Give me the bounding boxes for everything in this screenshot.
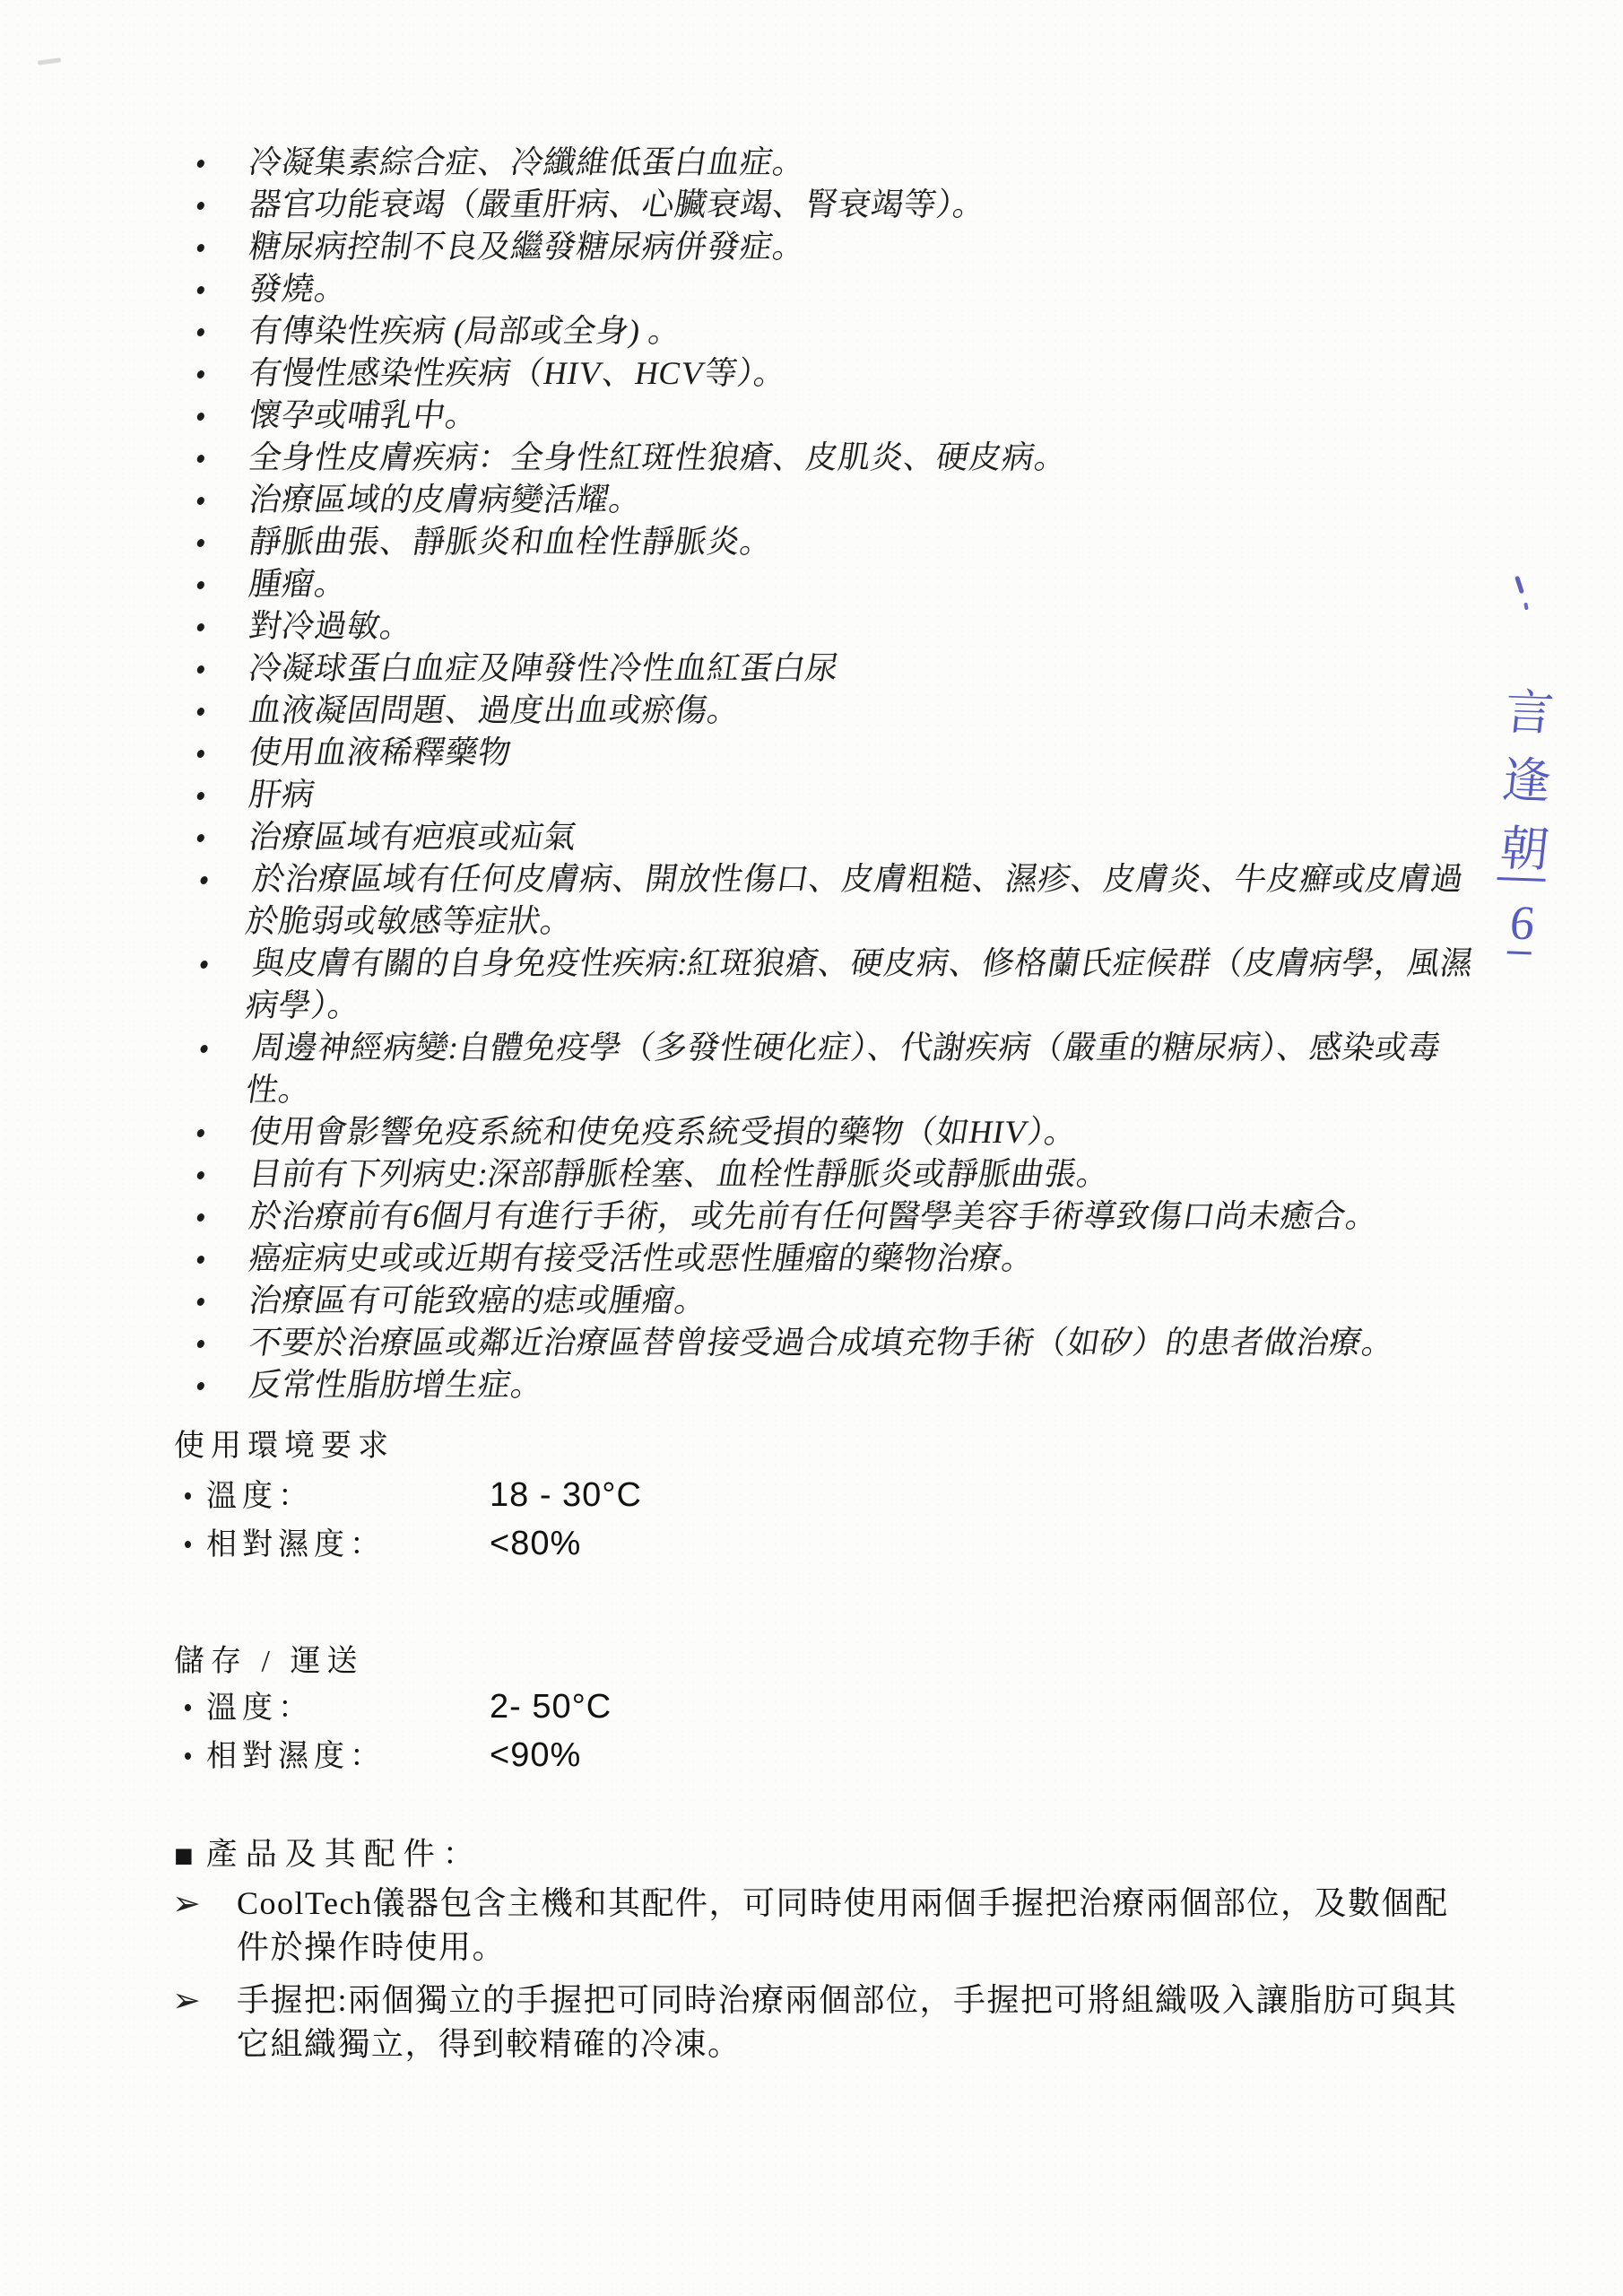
contraindication-item-text: 癌症病史或或近期有接受活性或惡性腫瘤的藥物治療。	[246, 1240, 1038, 1276]
contraindication-item	[188, 605, 1477, 648]
contraindication-item-text: 治療區域的皮膚病變活耀。	[246, 482, 646, 517]
contraindication-item	[188, 479, 1477, 521]
contraindication-item	[188, 563, 1477, 605]
bullet-dot-icon	[196, 286, 204, 294]
bullet-dot-icon	[196, 1382, 204, 1390]
contraindication-item	[188, 226, 1477, 268]
bullet-dot-icon	[196, 160, 204, 168]
product-item	[172, 1882, 1474, 1970]
spec-row	[174, 1478, 981, 1516]
spec-value: <90%	[490, 1736, 582, 1774]
contraindication-item	[188, 1111, 1477, 1153]
contraindication-item	[188, 690, 1477, 732]
bullet-dot-icon	[196, 539, 204, 547]
handwritten-character: 朝	[1497, 822, 1551, 882]
contraindication-item-text: 全身性皮膚疾病：全身性紅斑性狼瘡、皮肌炎、硬皮病。	[246, 439, 1071, 475]
contraindication-item	[188, 521, 1477, 563]
environment-heading: 使用環境要求	[174, 1430, 395, 1463]
contraindication-item	[188, 816, 1477, 858]
bullet-dot-icon	[185, 1752, 191, 1760]
spec-label: 相對濕度：	[206, 1740, 386, 1773]
contraindication-item	[186, 858, 1481, 943]
contraindication-item-text: 周邊神經病變:自體免疫學（多發性硬化症）、代謝疾病（嚴重的糖尿病）、感染或毒性。	[243, 1030, 1444, 1108]
contraindication-item-text: 於治療區域有任何皮膚病、開放性傷口、皮膚粗糙、濕疹、皮膚炎、牛皮癬或皮膚過於脆弱或敏感等症狀。	[243, 861, 1467, 939]
contraindication-item	[188, 1322, 1477, 1364]
pen-tick-mark	[1515, 576, 1524, 595]
spec-value: <80%	[490, 1525, 582, 1562]
bullet-dot-icon	[196, 792, 204, 800]
bullet-dot-icon	[196, 1298, 204, 1306]
bullet-dot-icon	[196, 497, 204, 505]
contraindication-item-text: 使用會影響免疫系統和使免疫系統受損的藥物（如HIV）。	[246, 1114, 1081, 1150]
contraindication-item	[188, 352, 1477, 395]
contraindication-item-text: 有傳染性疾病 (局部或全身) 。	[246, 313, 685, 349]
bullet-dot-icon	[196, 750, 204, 758]
contraindication-item-text: 冷凝集素綜合症、冷纖維低蛋白血症。	[246, 144, 809, 180]
product-accessories-heading	[174, 1835, 482, 1875]
contraindication-item-text: 有慢性感染性疾病（HIV、HCV等）。	[246, 355, 790, 391]
bullet-dot-icon	[196, 328, 204, 336]
bullet-dot-icon	[200, 876, 208, 884]
contraindication-item-text: 靜脈曲張、靜脈炎和血栓性靜脈炎。	[246, 524, 777, 560]
bullet-dot-icon	[196, 244, 204, 252]
bullet-dot-icon	[185, 1492, 191, 1500]
bullet-dot-icon	[196, 202, 204, 210]
pen-tick-dot	[1523, 603, 1528, 611]
contraindication-item-text: 糖尿病控制不良及繼發糖尿病併發症。	[246, 229, 809, 265]
spec-row	[174, 1738, 981, 1776]
contraindication-item-text: 使用血液稀釋藥物	[246, 735, 515, 770]
contraindication-item-text: 肝病	[246, 777, 318, 813]
contraindication-item-text: 治療區域有疤痕或疝氣	[246, 819, 580, 855]
contraindication-item-text: 於治療前有6個月有進行手術，或先前有任何醫學美容手術導致傷口尚未癒合。	[246, 1198, 1382, 1234]
contraindication-item	[188, 437, 1477, 479]
contraindication-item-text: 不要於治療區或鄰近治療區替曾接受過合成填充物手術（如矽）的患者做治療。	[246, 1325, 1398, 1361]
bullet-dot-icon	[196, 623, 204, 631]
handwritten-character: 逢	[1499, 753, 1554, 809]
product-description-list	[172, 1882, 1474, 2075]
contraindication-item-text: 器官功能衰竭（嚴重肝病、心臟衰竭、腎衰竭等）。	[246, 187, 989, 222]
product-accessories-heading-text: 產品及其配件：	[205, 1837, 482, 1872]
product-item	[172, 1979, 1474, 2066]
bullet-dot-icon	[200, 1045, 208, 1053]
contraindication-item	[188, 395, 1477, 437]
bullet-dot-icon	[196, 834, 204, 842]
contraindication-list	[192, 142, 1474, 1406]
arrow-bullet-icon: ➢	[172, 1883, 201, 1923]
contraindication-item	[188, 648, 1477, 690]
bullet-dot-icon	[196, 708, 204, 716]
bullet-dot-icon	[196, 1213, 204, 1222]
spec-label: 溫度：	[206, 1480, 314, 1513]
section-square-icon: ■	[174, 1838, 194, 1874]
bullet-dot-icon	[196, 413, 204, 421]
contraindication-item	[186, 1027, 1481, 1111]
contraindication-item-text: 反常性脂肪增生症。	[246, 1367, 547, 1403]
contraindication-item-text: 與皮膚有關的自身免疫性疾病:紅斑狼瘡、硬皮病、修格蘭氏症候群（皮膚病學，風濕病學）。	[243, 945, 1476, 1023]
bullet-dot-icon	[196, 1171, 204, 1179]
environment-specs	[174, 1478, 981, 1575]
bullet-dot-icon	[196, 455, 204, 463]
spec-value: 18 - 30°C	[490, 1476, 642, 1514]
bullet-dot-icon	[196, 1340, 204, 1348]
spec-row	[174, 1690, 981, 1727]
contraindication-item	[188, 142, 1477, 184]
bullet-dot-icon	[185, 1541, 191, 1548]
bullet-dot-icon	[196, 665, 204, 674]
contraindication-item	[188, 1364, 1477, 1406]
contraindication-item	[188, 774, 1477, 816]
bullet-dot-icon	[200, 961, 208, 969]
contraindication-item	[188, 1238, 1477, 1280]
contraindication-item	[188, 732, 1477, 774]
product-item-text: CoolTech儀器包含主機和其配件，可同時使用兩個手握把治療兩個部位，及數個配件於操作時使用。	[237, 1885, 1449, 1965]
bullet-dot-icon	[196, 1256, 204, 1264]
contraindication-item-text: 懷孕或哺乳中。	[246, 397, 482, 433]
bullet-dot-icon	[196, 581, 204, 589]
spec-row	[174, 1526, 981, 1564]
handwritten-character: 6	[1506, 897, 1537, 955]
spec-value: 2- 50°C	[490, 1688, 612, 1726]
handwritten-note	[1491, 686, 1559, 955]
contraindication-item-text: 對冷過敏。	[246, 608, 416, 644]
bullet-dot-icon	[185, 1704, 191, 1711]
spec-label: 相對濕度：	[206, 1528, 386, 1561]
scan-artifact	[38, 57, 61, 65]
contraindication-item-text: 血液凝固問題、過度出血或瘀傷。	[246, 692, 743, 728]
contraindication-item-text: 腫瘤。	[246, 566, 351, 602]
contraindication-item	[188, 310, 1477, 352]
contraindication-item	[188, 1196, 1477, 1238]
spec-label: 溫度：	[206, 1692, 314, 1725]
contraindication-item	[188, 1280, 1477, 1322]
storage-specs	[174, 1690, 981, 1787]
contraindication-item-text: 治療區有可能致癌的痣或腫瘤。	[246, 1283, 711, 1318]
contraindication-item-text: 發燒。	[246, 271, 351, 307]
arrow-bullet-icon: ➢	[172, 1980, 201, 2020]
contraindication-item	[186, 943, 1481, 1027]
storage-transport-heading: 儲存 / 運送	[174, 1645, 364, 1678]
contraindication-item	[188, 268, 1477, 310]
bullet-dot-icon	[196, 1129, 204, 1137]
product-item-text: 手握把:兩個獨立的手握把可同時治療兩個部位，手握把可將組織吸入讓脂肪可與其它組織獨立，得到較精確的冷凍。	[237, 1982, 1458, 2062]
contraindication-item	[188, 1153, 1477, 1196]
contraindication-item-text: 目前有下列病史:深部靜脈栓塞、血栓性靜脈炎或靜脈曲張。	[246, 1156, 1113, 1192]
contraindication-item	[188, 184, 1477, 226]
contraindication-item-text: 冷凝球蛋白血症及陣發性冷性血紅蛋白尿	[246, 650, 842, 686]
handwritten-character: 言	[1502, 685, 1557, 741]
bullet-dot-icon	[196, 370, 204, 378]
